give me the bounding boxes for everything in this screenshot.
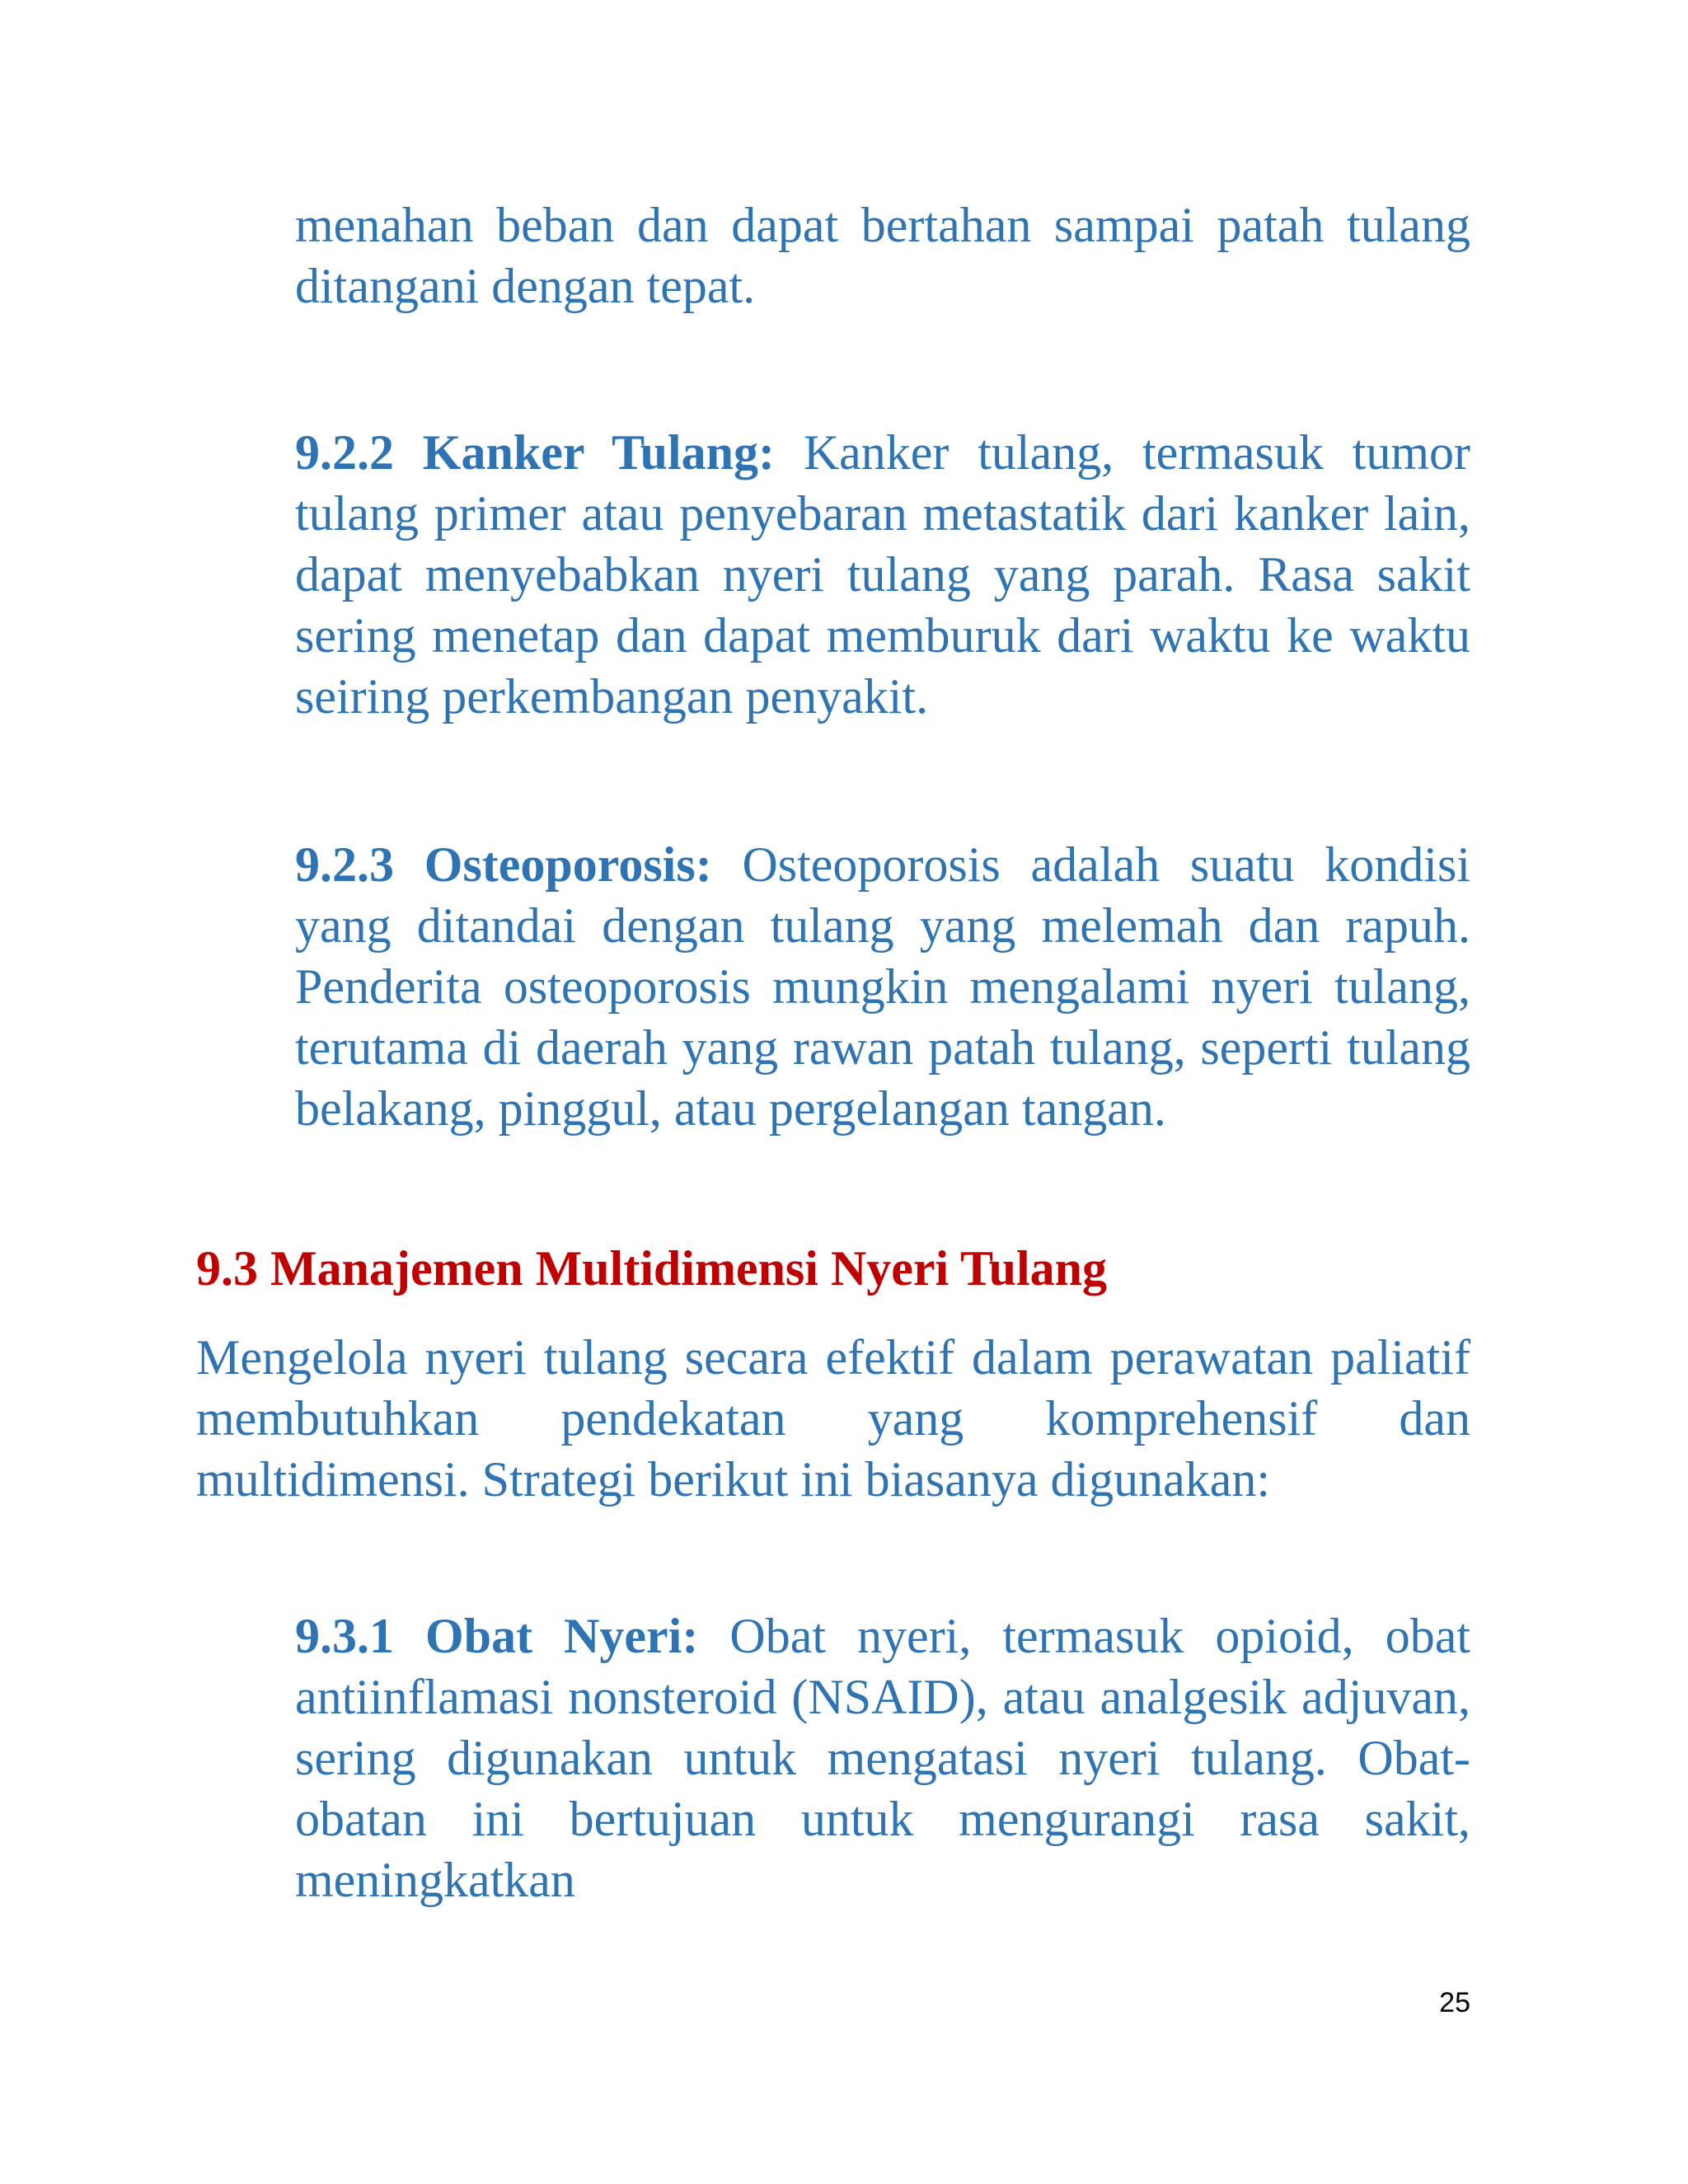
section-9-3-1-paragraph xyxy=(295,1605,1470,1910)
section-9-3-1-lead: 9.3.1 Obat Nyeri: xyxy=(295,1609,699,1663)
section-9-2-2-paragraph xyxy=(295,422,1470,727)
section-9-3-paragraph: Mengelola nyeri tulang secara efektif dalam perawatan paliatif membutuhkan pendekatan yang komprehensif dan multidimensi. Strategi berikut ini biasanya digunakan: xyxy=(196,1330,1470,1507)
page-number: 25 xyxy=(1439,1987,1470,2018)
section-9-2-3-text: Osteoporosis adalah suatu kondisi yang ditandai dengan tulang yang melemah dan rapuh. Penderita osteoporosis mungkin mengalami nyeri tulang, terutama di daerah yang rawan patah tulang, seperti tulang belakang, pinggul, atau pergelangan tangan. xyxy=(295,837,1471,1136)
section-9-2-3-lead: 9.2.3 Osteoporosis: xyxy=(295,837,712,892)
section-9-3-1-text: Obat nyeri, termasuk opioid, obat antiinflamasi nonsteroid (NSAID), atau analgesik adjuvan, sering digunakan untuk mengatasi nyeri tulang. Obat-obatan ini bertujuan untuk mengurangi rasa sakit, meningkatkan xyxy=(295,1609,1471,1907)
section-9-2-3-paragraph xyxy=(295,834,1470,1139)
section-9-3-heading: 9.3 Manajemen Multidimensi Nyeri Tulang xyxy=(196,1241,1108,1296)
section-9-2-2-text: Kanker tulang, termasuk tumor tulang primer atau penyebaran metastatik dari kanker lain, dapat menyebabkan nyeri tulang yang parah. Rasa sakit sering menetap dan dapat memburuk dari waktu ke waktu seiring perkembangan penyakit. xyxy=(295,425,1471,724)
section-9-2-2-lead: 9.2.2 Kanker Tulang: xyxy=(295,425,776,480)
intro-paragraph: menahan beban dan dapat bertahan sampai patah tulang ditangani dengan tepat. xyxy=(295,198,1470,313)
